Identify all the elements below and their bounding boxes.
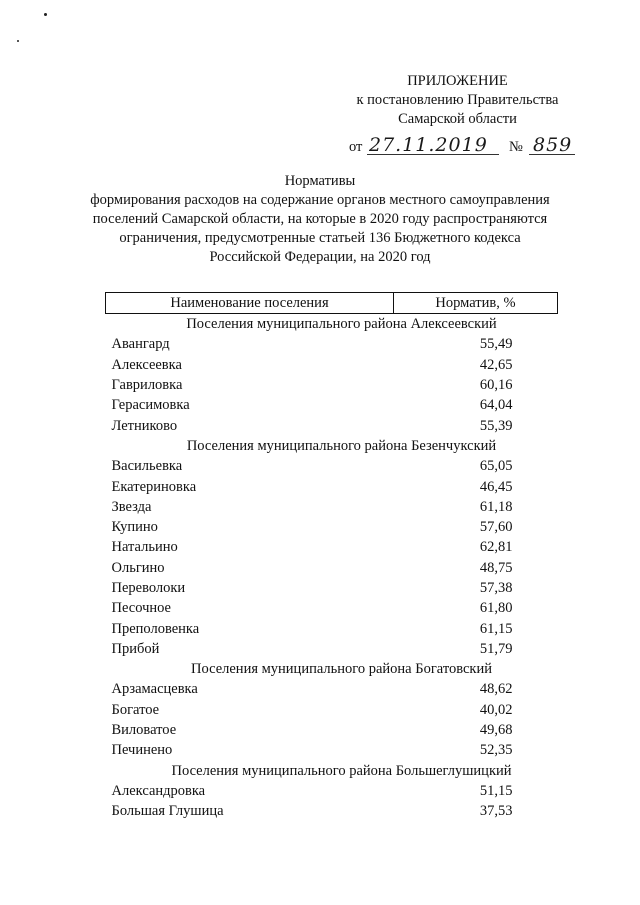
heading-line: Российской Федерации, на 2020 год bbox=[209, 249, 431, 265]
settlement-name: Герасимовка bbox=[111, 397, 190, 414]
table-row bbox=[106, 395, 558, 415]
norm-value: 37,53 bbox=[479, 803, 513, 820]
heading-line: поселений Самарской области, на которые в 2020 году распространяются bbox=[92, 211, 548, 227]
norm-value: 46,45 bbox=[479, 478, 513, 495]
group-title: Поселения муниципального района Безенчукский bbox=[186, 437, 497, 454]
norm-value: 40,02 bbox=[479, 701, 513, 718]
table-row bbox=[106, 801, 558, 821]
number-handwritten: 859 bbox=[533, 134, 573, 156]
date-prefix: от bbox=[349, 139, 363, 155]
table-row bbox=[106, 375, 558, 395]
table-row bbox=[106, 720, 558, 740]
appendix-title: ПРИЛОЖЕНИЕ bbox=[407, 73, 508, 89]
table-row bbox=[106, 497, 558, 517]
table-row bbox=[106, 476, 558, 496]
norm-value: 62,81 bbox=[479, 539, 513, 556]
table-body bbox=[106, 314, 558, 822]
appendix-line-3: Самарской области bbox=[398, 111, 517, 127]
group-row bbox=[106, 659, 558, 679]
table-row bbox=[106, 355, 558, 375]
group-title: Поселения муниципального района Большеглушицкий bbox=[171, 762, 512, 779]
settlement-name: Екатериновка bbox=[111, 478, 197, 495]
group-row bbox=[106, 761, 558, 781]
heading-line: формирования расходов на содержание органов местного самоуправления bbox=[90, 192, 550, 208]
settlement-name: Прибой bbox=[111, 640, 160, 657]
norm-value: 57,38 bbox=[479, 580, 513, 596]
group-title: Поселения муниципального района Алексеевский bbox=[186, 316, 497, 333]
table-row bbox=[106, 639, 558, 659]
heading-line: ограничения, предусмотренные статьей 136 Бюджетного кодекса bbox=[119, 230, 521, 246]
table-row bbox=[106, 558, 558, 578]
settlement-name: Большая Глушица bbox=[111, 803, 224, 820]
appendix-block bbox=[330, 72, 585, 129]
settlement-name: Богатое bbox=[111, 701, 160, 718]
settlement-name: Авангард bbox=[111, 336, 170, 353]
norm-value: 48,75 bbox=[479, 559, 513, 576]
settlement-name: Александровка bbox=[111, 782, 206, 799]
number-underline bbox=[529, 154, 575, 155]
settlement-name: Летниково bbox=[111, 417, 178, 434]
norm-value: 51,15 bbox=[479, 782, 513, 799]
settlement-name: Печинено bbox=[111, 742, 173, 759]
table-row bbox=[106, 537, 558, 557]
norm-value: 65,05 bbox=[479, 458, 513, 475]
date-number-line bbox=[349, 136, 579, 160]
norm-value: 52,35 bbox=[479, 742, 513, 759]
header-settlement-name: Наименование поселения bbox=[106, 293, 394, 314]
norm-value: 48,62 bbox=[479, 681, 513, 698]
settlement-name: Виловатое bbox=[111, 722, 177, 739]
settlement-name: Ольгино bbox=[111, 559, 165, 576]
norm-value: 55,39 bbox=[479, 417, 513, 434]
table-row bbox=[106, 740, 558, 760]
norm-value: 51,79 bbox=[479, 640, 513, 657]
table-row bbox=[106, 456, 558, 476]
table-row bbox=[106, 334, 558, 354]
header-norm-percent: Норматив, % bbox=[394, 293, 558, 314]
group-row bbox=[106, 314, 558, 335]
settlement-name: Гавриловка bbox=[111, 377, 183, 394]
table-row bbox=[106, 700, 558, 720]
appendix-line-2: к постановлению Правительства bbox=[356, 92, 559, 108]
table-row bbox=[106, 618, 558, 638]
table-row bbox=[106, 781, 558, 801]
group-row bbox=[106, 436, 558, 456]
settlement-name: Алексеевка bbox=[111, 356, 182, 373]
settlement-name: Васильевка bbox=[111, 458, 183, 475]
table-header-row bbox=[106, 293, 558, 314]
date-handwritten: 27.11.2019 bbox=[369, 134, 488, 156]
norm-value: 61,18 bbox=[479, 498, 513, 515]
settlement-name: Звезда bbox=[111, 498, 152, 515]
norms-table bbox=[105, 292, 558, 821]
settlement-name: Песочное bbox=[111, 600, 171, 617]
settlement-name: Натальино bbox=[111, 539, 178, 556]
table-row bbox=[106, 598, 558, 618]
norm-value: 61,15 bbox=[479, 620, 513, 637]
scan-speck bbox=[17, 40, 19, 42]
norm-value: 49,68 bbox=[479, 722, 513, 739]
norm-value: 64,04 bbox=[479, 397, 513, 414]
table-row bbox=[106, 517, 558, 537]
scan-speck bbox=[44, 13, 47, 16]
heading-title: Нормативы bbox=[284, 173, 356, 189]
table-row bbox=[106, 415, 558, 435]
table-row bbox=[106, 578, 558, 598]
norm-value: 42,65 bbox=[479, 356, 513, 373]
norm-value: 61,80 bbox=[479, 600, 513, 617]
norm-value: 57,60 bbox=[479, 519, 513, 536]
date-underline bbox=[367, 154, 499, 155]
group-title: Поселения муниципального района Богатовский bbox=[191, 661, 492, 678]
settlement-name: Арзамасцевка bbox=[111, 681, 198, 698]
document-heading bbox=[60, 172, 580, 267]
settlement-name: Преполовенка bbox=[111, 620, 200, 637]
settlement-name: Купино bbox=[111, 519, 158, 536]
number-prefix: № bbox=[509, 139, 523, 155]
norm-value: 60,16 bbox=[479, 377, 513, 394]
settlement-name: Переволоки bbox=[111, 580, 186, 596]
norm-value: 55,49 bbox=[479, 336, 513, 353]
table-row bbox=[106, 679, 558, 699]
